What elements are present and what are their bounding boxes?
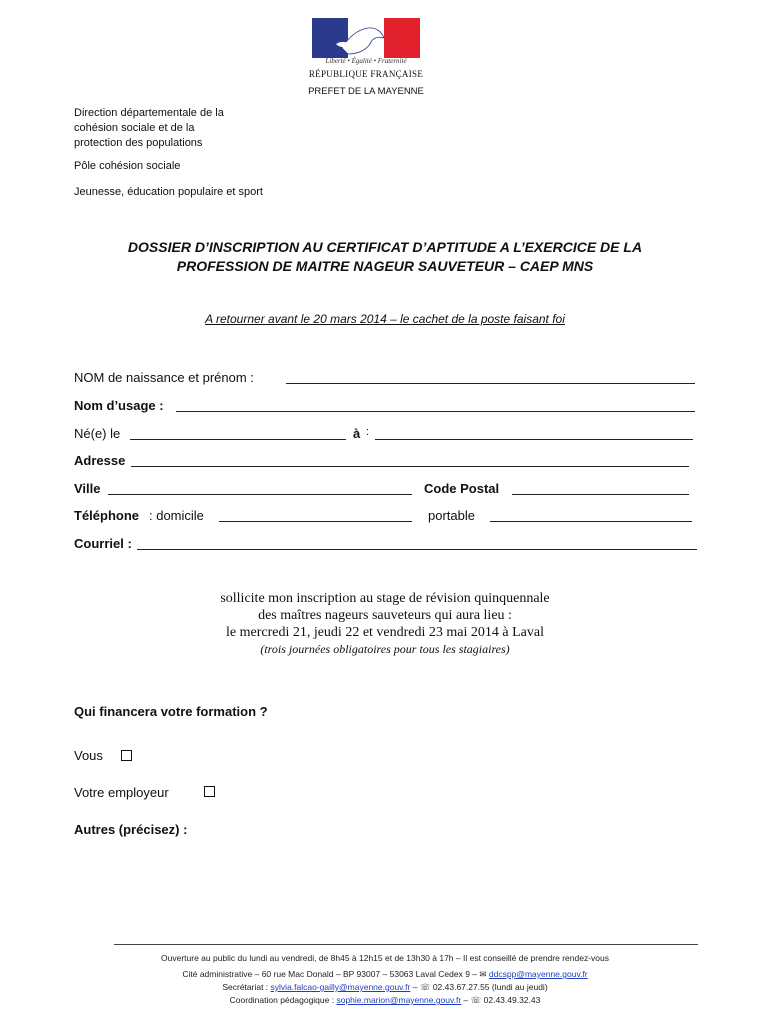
birth-date-input-line[interactable]: [130, 439, 346, 440]
secretariat-phone: – ☏ 02.43.67.27.55 (lundi au jeudi): [412, 982, 548, 992]
domicile-input-line[interactable]: [219, 521, 412, 522]
usage-input-line[interactable]: [176, 411, 695, 412]
domicile-label: : domicile: [149, 508, 204, 523]
footer-address: [100, 969, 670, 980]
secretariat-label: Secrétariat :: [222, 982, 269, 992]
document-title: [90, 238, 680, 276]
usage-label: Nom d’usage :: [74, 398, 164, 413]
code-postal-input-line[interactable]: [512, 494, 689, 495]
republique-francaise: RÉPUBLIQUE FRANÇAISE: [308, 69, 424, 79]
adresse-input-line[interactable]: [131, 466, 689, 467]
vous-checkbox[interactable]: [121, 750, 132, 761]
coordination-phone: – ☏ 02.43.49.32.43: [463, 995, 541, 1005]
employeur-label: Votre employeur: [74, 785, 169, 800]
nom-input-line[interactable]: [286, 383, 695, 384]
sollicite-note: (trois journées obligatoires pour tous les stagiaires): [260, 642, 510, 656]
birth-place-input-line[interactable]: [375, 439, 693, 440]
pole-label: Pôle cohésion sociale: [74, 160, 181, 172]
portable-input-line[interactable]: [490, 521, 692, 522]
financement-question: Qui financera votre formation ?: [74, 704, 268, 719]
direction-block: [74, 106, 224, 151]
employeur-checkbox[interactable]: [204, 786, 215, 797]
flag-blue-band: [312, 18, 348, 58]
secretariat-email-link[interactable]: sylvia.falcao-gailly@mayenne.gouv.fr: [270, 982, 411, 992]
flag-red-band: [384, 18, 420, 58]
telephone-label: Téléphone: [74, 508, 140, 523]
footer-divider: [114, 944, 698, 945]
prefet-heading: PREFET DE LA MAYENNE: [308, 86, 424, 97]
sollicite-line-1: sollicite mon inscription au stage de révision quinquennale: [220, 591, 550, 606]
a-colon: :: [366, 426, 370, 438]
footer-coordination: [100, 995, 670, 1006]
marianne-logo: [312, 18, 420, 58]
sollicite-line-2: des maîtres nageurs sauveteurs qui aura lieu :: [258, 608, 512, 623]
deadline-notice: A retourner avant le 20 mars 2014 – le cachet de la poste faisant foi: [205, 312, 565, 326]
adresse-label: Adresse: [74, 453, 126, 468]
sollicite-line-3: le mercredi 21, jeudi 22 et vendredi 23 mai 2014 à Laval: [225, 625, 544, 640]
jeunesse-label: Jeunesse, éducation populaire et sport: [74, 186, 263, 198]
coordination-label: Coordination pédagogique :: [229, 995, 335, 1005]
ne-le-label: Né(e) le: [74, 426, 121, 441]
ville-input-line[interactable]: [108, 494, 412, 495]
footer-secretariat: [100, 982, 670, 993]
title-line-2: PROFESSION DE MAITRE NAGEUR SAUVETEUR – CAEP MNS: [176, 258, 594, 274]
title-line-1: DOSSIER D’INSCRIPTION AU CERTIFICAT D’APTITUDE A L’EXERCICE DE LA: [127, 239, 643, 255]
courriel-input-line[interactable]: [137, 549, 697, 550]
autres-label: Autres (précisez) :: [74, 822, 188, 837]
direction-line-2: cohésion sociale et de la: [74, 122, 195, 134]
vous-label: Vous: [74, 748, 103, 763]
ville-label: Ville: [74, 481, 101, 496]
sollicite-block: [130, 590, 640, 658]
footer-hours: Ouverture au public du lundi au vendredi, de 8h45 à 12h15 et de 13h30 à 17h – Il est conseillé de prendre rendez-vous: [161, 953, 609, 963]
footer-address-text: Cité administrative – 60 rue Mac Donald – BP 93007 – 53063 Laval Cedex 9 – ✉: [182, 969, 487, 979]
motto: Liberté • Égalité • Fraternité: [325, 57, 407, 65]
a-label: à: [353, 426, 361, 441]
direction-line-1: Direction départementale de la: [74, 107, 224, 119]
code-postal-label: Code Postal: [424, 481, 500, 496]
ddcspp-email-link[interactable]: ddcspp@mayenne.gouv.fr: [488, 969, 588, 979]
direction-line-3: protection des populations: [74, 137, 203, 149]
nom-label: NOM de naissance et prénom :: [74, 370, 254, 385]
courriel-label: Courriel :: [74, 536, 132, 551]
coordination-email-link[interactable]: sophie.marion@mayenne.gouv.fr: [336, 995, 462, 1005]
portable-label: portable: [428, 508, 475, 523]
